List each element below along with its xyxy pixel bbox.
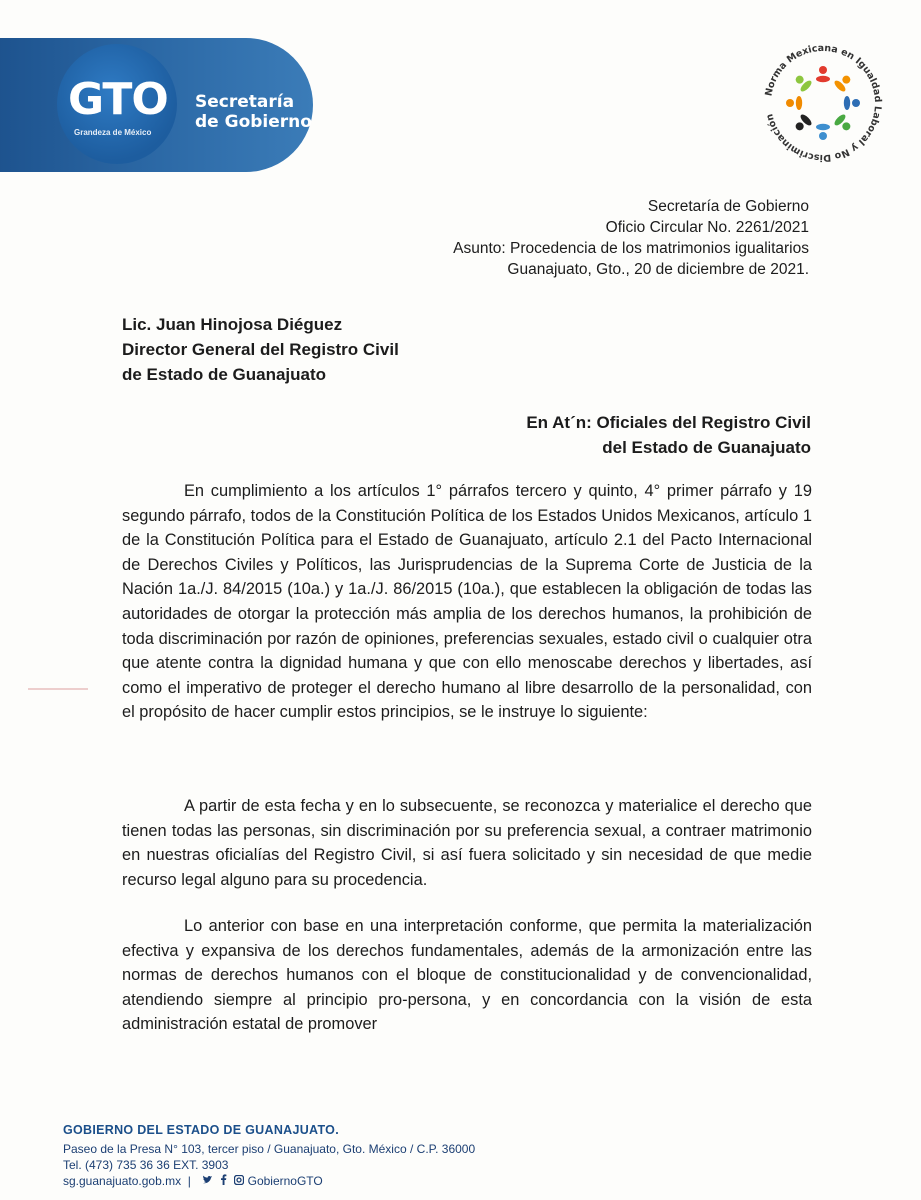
attention-line-1: En At´n: Oficiales del Registro Civil xyxy=(526,413,811,432)
seal-figure-body xyxy=(816,76,830,82)
facebook-icon[interactable] xyxy=(220,1173,227,1189)
seal-figure-body xyxy=(796,96,802,110)
seal-figure-head xyxy=(796,122,804,130)
igualdad-laboral-seal-icon xyxy=(758,38,888,168)
meta-line-secretaria: Secretaría de Gobierno xyxy=(647,198,809,215)
footer-address: Paseo de la Presa N° 103, tercer piso / Guanajuato, Gto. México / C.P. 36000 xyxy=(63,1142,476,1156)
svg-text:Norma Mexicana en Igualdad Lab xyxy=(763,43,883,163)
meta-line-oficio: Oficio Circular No. 2261/2021 xyxy=(605,219,809,236)
body-paragraph-1: En cumplimiento a los artículos 1° párrafos tercero y quinto, 4° primer párrafo y 19 segundo párrafo, todos de la Constitución Política de los Estados Unidos Mexicanos, artículo 1 de la Constitución Política para el Estado de Guanajuato, artículo 2.1 del Pacto Internacional de Derechos Civiles y Políticos, las Jurisprudencias de la Suprema Corte de Justicia de la Nación 1a./J. 84/2015 (10a.) y 1a./J. 86/2015 (10a.), que establecen la obligación de todas las autoridades de otorgar la protección más amplia de los derechos humanos, la prohibición de toda discriminación por razón de opiniones, preferencias sexuales, estado civil o cualquier otra que atente contra la dignidad humana y que con ello menoscabe derechos y libertades, así como el imperativo de proteger el derecho humano al libre desarrollo de la personalidad, con el propósito de hacer cumplir estos principios, se le instruye lo siguiente: xyxy=(122,482,812,722)
seal-figure-head xyxy=(796,76,804,84)
twitter-icon[interactable] xyxy=(202,1173,213,1189)
addressee-state: de Estado de Guanajuato xyxy=(122,365,327,384)
body-paragraph-2: A partir de esta fecha y en lo subsecuente, se reconozca y materialice el derecho que tienen todas las personas, sin discriminación por su preferencia sexual, a contraer matrimonio en nuestras oficialías del Registro Civil, si así fuera solicitado y sin necesidad de que medie recurso legal alguno para su procedencia. xyxy=(122,797,812,889)
scan-artifact xyxy=(28,688,88,690)
addressee-block xyxy=(122,312,399,387)
meta-line-date: Guanajuato, Gto., 20 de diciembre de 2021. xyxy=(507,261,809,278)
seal-figure-body xyxy=(844,96,850,110)
footer-phone: Tel. (473) 735 36 36 EXT. 3903 xyxy=(63,1158,229,1172)
meta-line-asunto: Asunto: Procedencia de los matrimonios igualitarios xyxy=(453,240,809,257)
seal-figure-head xyxy=(842,122,850,130)
seal-figure-head xyxy=(852,99,860,107)
attention-block xyxy=(526,410,811,460)
footer-org: GOBIERNO DEL ESTADO DE GUANAJUATO. xyxy=(63,1123,339,1137)
footer-social-handle[interactable]: GobiernoGTO xyxy=(247,1174,323,1188)
footer-block xyxy=(63,1122,475,1189)
secretaria-label: Secretaría de Gobierno xyxy=(195,92,312,132)
footer-web-row xyxy=(63,1173,475,1189)
seal-figure-head xyxy=(842,76,850,84)
seal-text: Norma Mexicana en Igualdad Laboral y No Discriminación xyxy=(763,42,884,164)
instagram-icon[interactable] xyxy=(234,1173,244,1189)
body-paragraph-3: Lo anterior con base en una interpretación conforme, que permita la materialización efectiva y expansiva de los derechos fundamentales, además de la armonización entre las normas de derechos humanos con el bloque de constitucionalidad y de convencionalidad, atendiendo siempre al principio pro-persona, y en concordancia con la visión de esta administración estatal de promover xyxy=(122,917,812,1034)
attention-line-2: del Estado de Guanajuato xyxy=(602,438,811,457)
addressee-title: Director General del Registro Civil xyxy=(122,340,399,359)
seal-figure-head xyxy=(819,132,827,140)
seal-figure-head xyxy=(819,66,827,74)
seal-figures xyxy=(786,66,860,140)
gto-logo-tagline: Grandeza de México xyxy=(74,128,152,137)
footer-separator: | xyxy=(184,1174,195,1188)
seal-figure-head xyxy=(786,99,794,107)
seal-figure-body xyxy=(816,124,830,130)
addressee-name: Lic. Juan Hinojosa Diéguez xyxy=(122,315,343,334)
footer-website[interactable]: sg.guanajuato.gob.mx xyxy=(63,1174,182,1188)
document-meta xyxy=(453,196,809,280)
gto-logo-text: GTO xyxy=(68,74,168,125)
